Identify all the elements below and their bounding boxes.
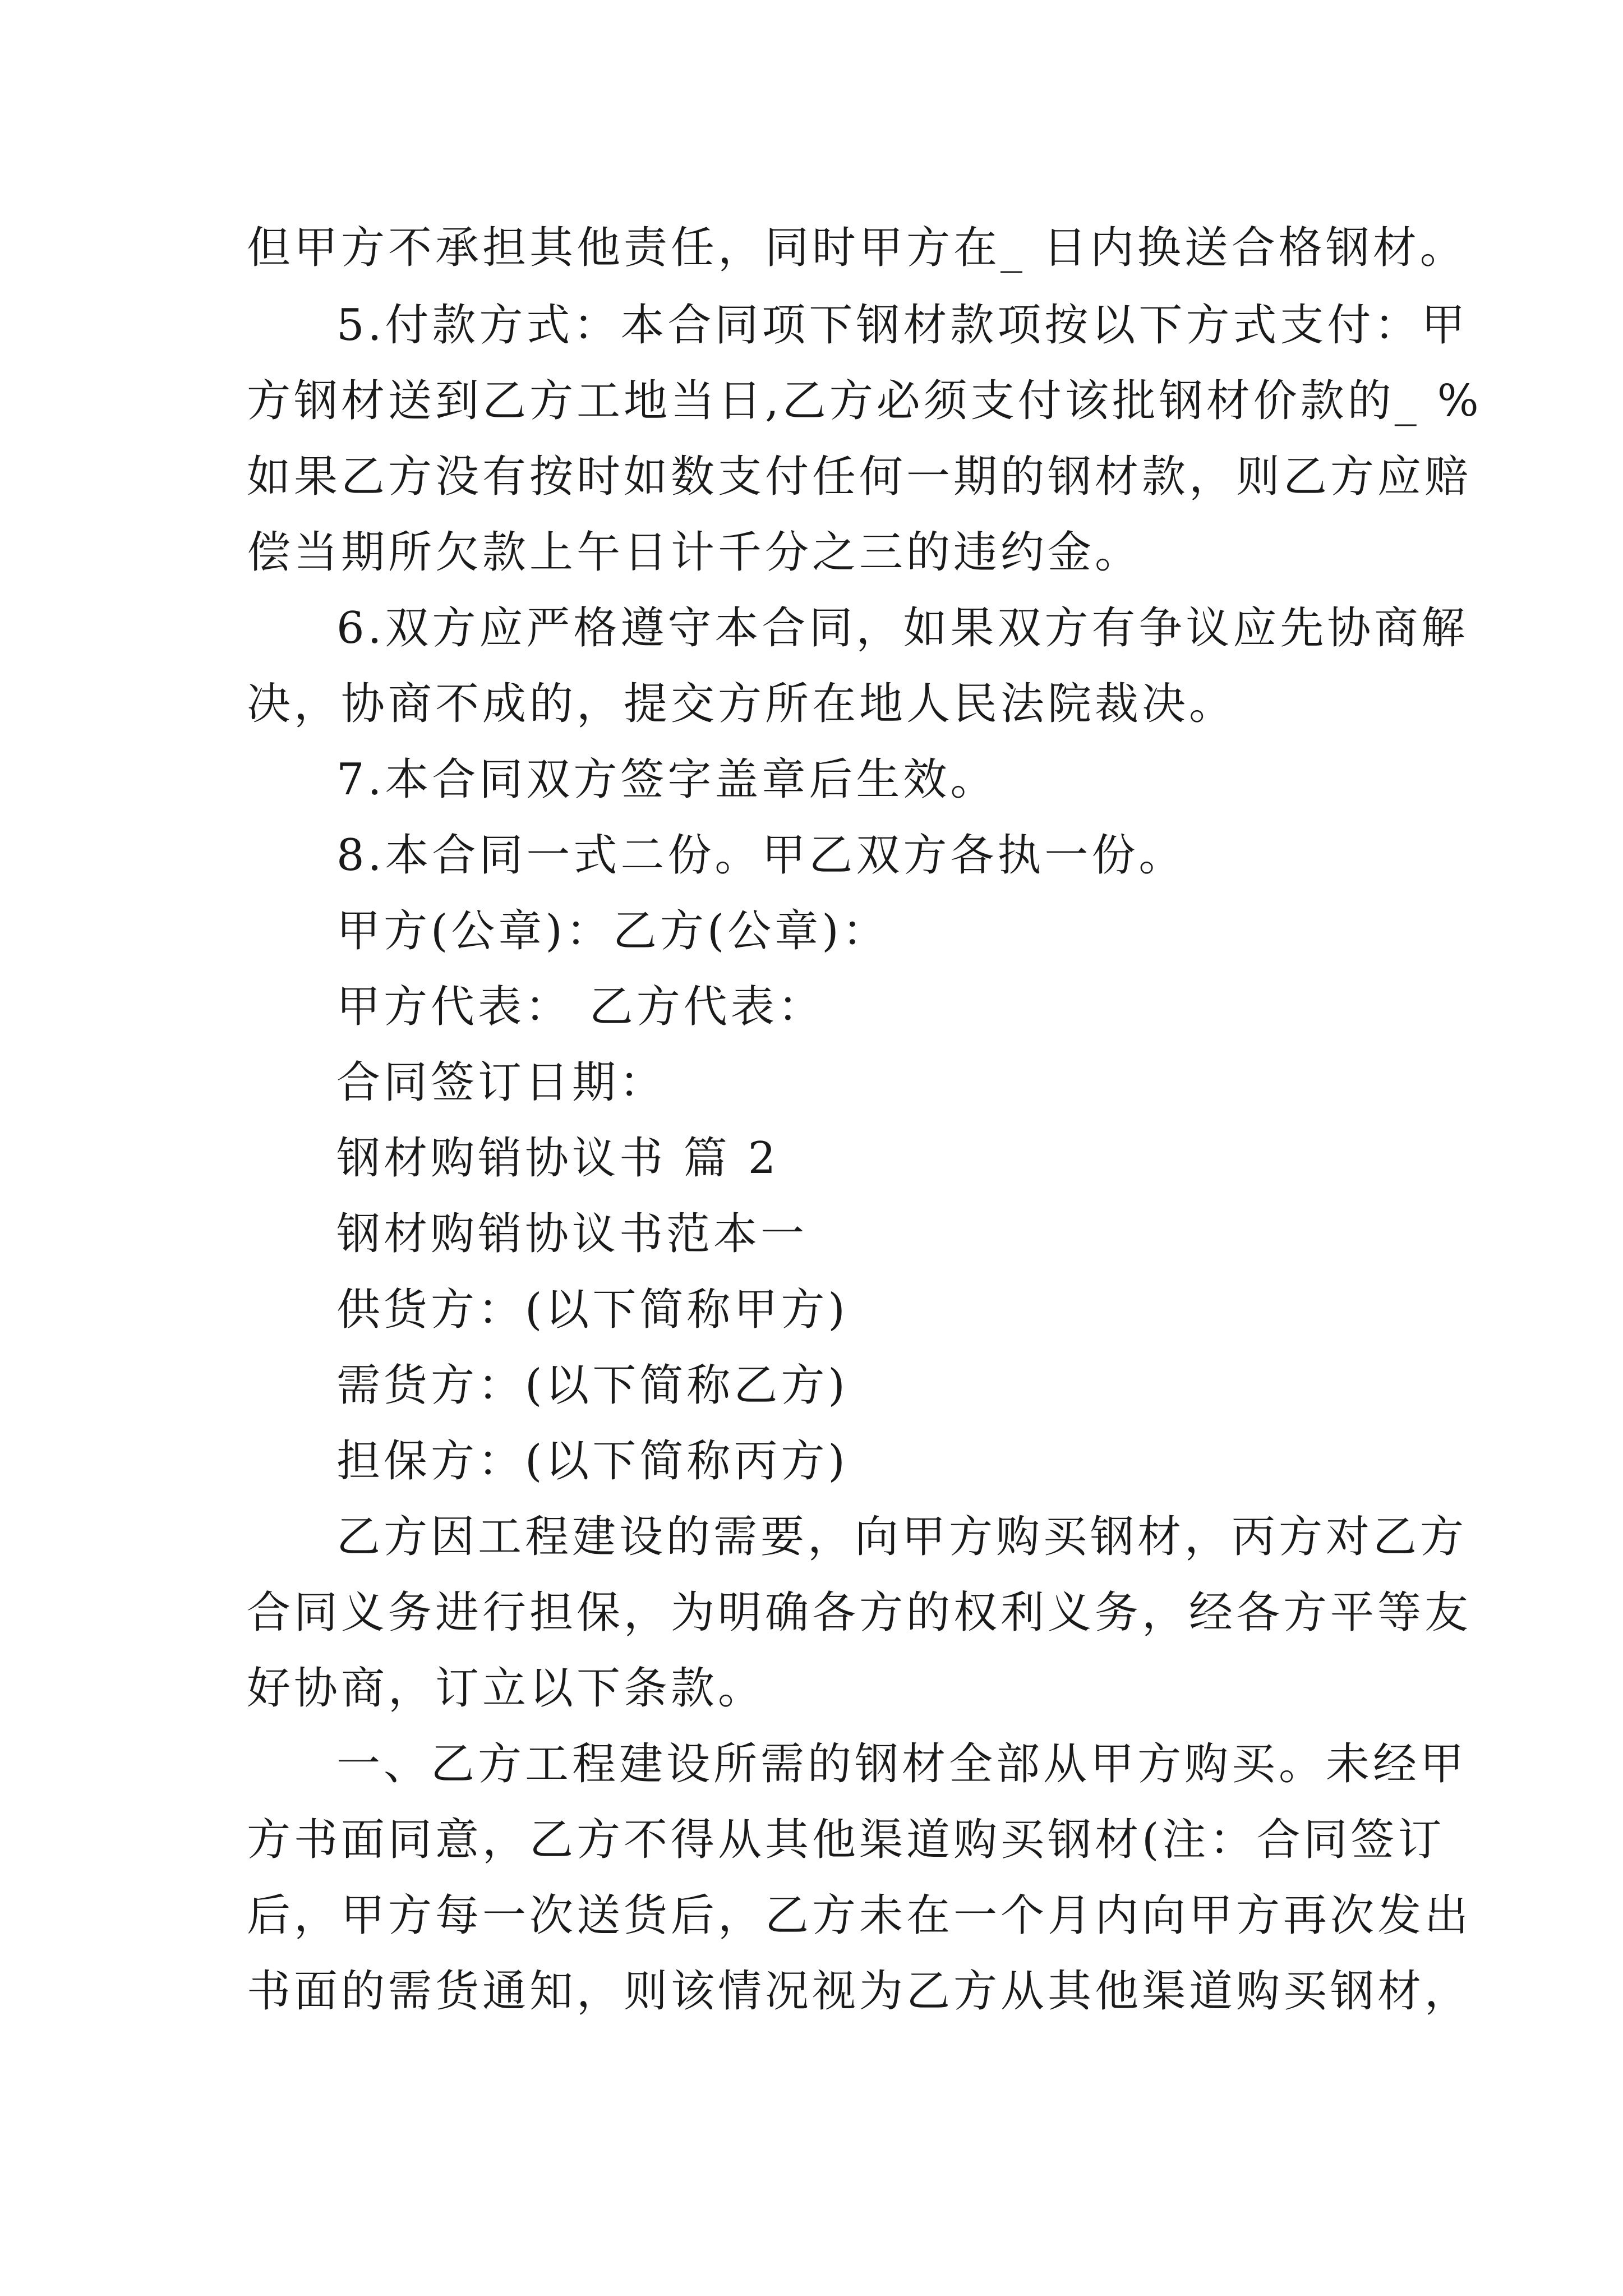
text-line: 担保方：(以下简称丙方) xyxy=(336,1436,849,1487)
text-line: 钢材购销协议书范本一 xyxy=(336,1209,808,1259)
section-heading: 钢材购销协议书 篇 2 xyxy=(336,1133,780,1184)
text-line: 一、乙方工程建设所需的钢材全部从甲方购买。未经甲 xyxy=(336,1739,1468,1789)
text-line: 书面的需货通知，则该情况视为乙方从其他渠道购买钢材， xyxy=(247,1966,1472,2017)
text-line: 合同签订日期： xyxy=(336,1057,667,1108)
text-line: 如果乙方没有按时如数支付任何一期的钢材款，则乙方应赔 xyxy=(247,452,1472,502)
text-line: 7.本合同双方签字盖章后生效。 xyxy=(336,754,998,805)
text-line: 合同义务进行担保，为明确各方的权利义务，经各方平等友 xyxy=(247,1588,1472,1638)
text-line: 方钢材送到乙方工地当日,乙方必须支付该批钢材价款的_ % xyxy=(247,376,1482,426)
text-line: 后，甲方每一次送货后，乙方未在一个月内向甲方再次发出 xyxy=(247,1890,1472,1941)
text-line: 好协商，订立以下条款。 xyxy=(247,1663,766,1714)
text-line: 方书面同意，乙方不得从其他渠道购买钢材(注：合同签订 xyxy=(247,1815,1445,1865)
text-line: 5.付款方式：本合同项下钢材款项按以下方式支付：甲 xyxy=(336,300,1469,351)
text-line: 甲方代表： 乙方代表： xyxy=(336,982,825,1032)
text-line: 乙方因工程建设的需要，向甲方购买钢材，丙方对乙方 xyxy=(336,1512,1468,1562)
text-line: 6.双方应严格遵守本合同，如果双方有争议应先协商解 xyxy=(336,603,1469,654)
text-line: 8.本合同一式二份。甲乙双方各执一份。 xyxy=(336,830,1186,881)
text-line: 供货方：(以下简称甲方) xyxy=(336,1285,849,1335)
text-line: 但甲方不承担其他责任，同时甲方在_ 日内换送合格钢材。 xyxy=(247,223,1467,273)
text-line: 决，协商不成的，提交方所在地人民法院裁决。 xyxy=(247,679,1237,729)
text-line: 偿当期所欠款上午日计千分之三的违约金。 xyxy=(247,527,1142,578)
text-line: 甲方(公章)：乙方(公章)： xyxy=(336,906,889,956)
text-line: 需货方：(以下简称乙方) xyxy=(336,1360,849,1411)
